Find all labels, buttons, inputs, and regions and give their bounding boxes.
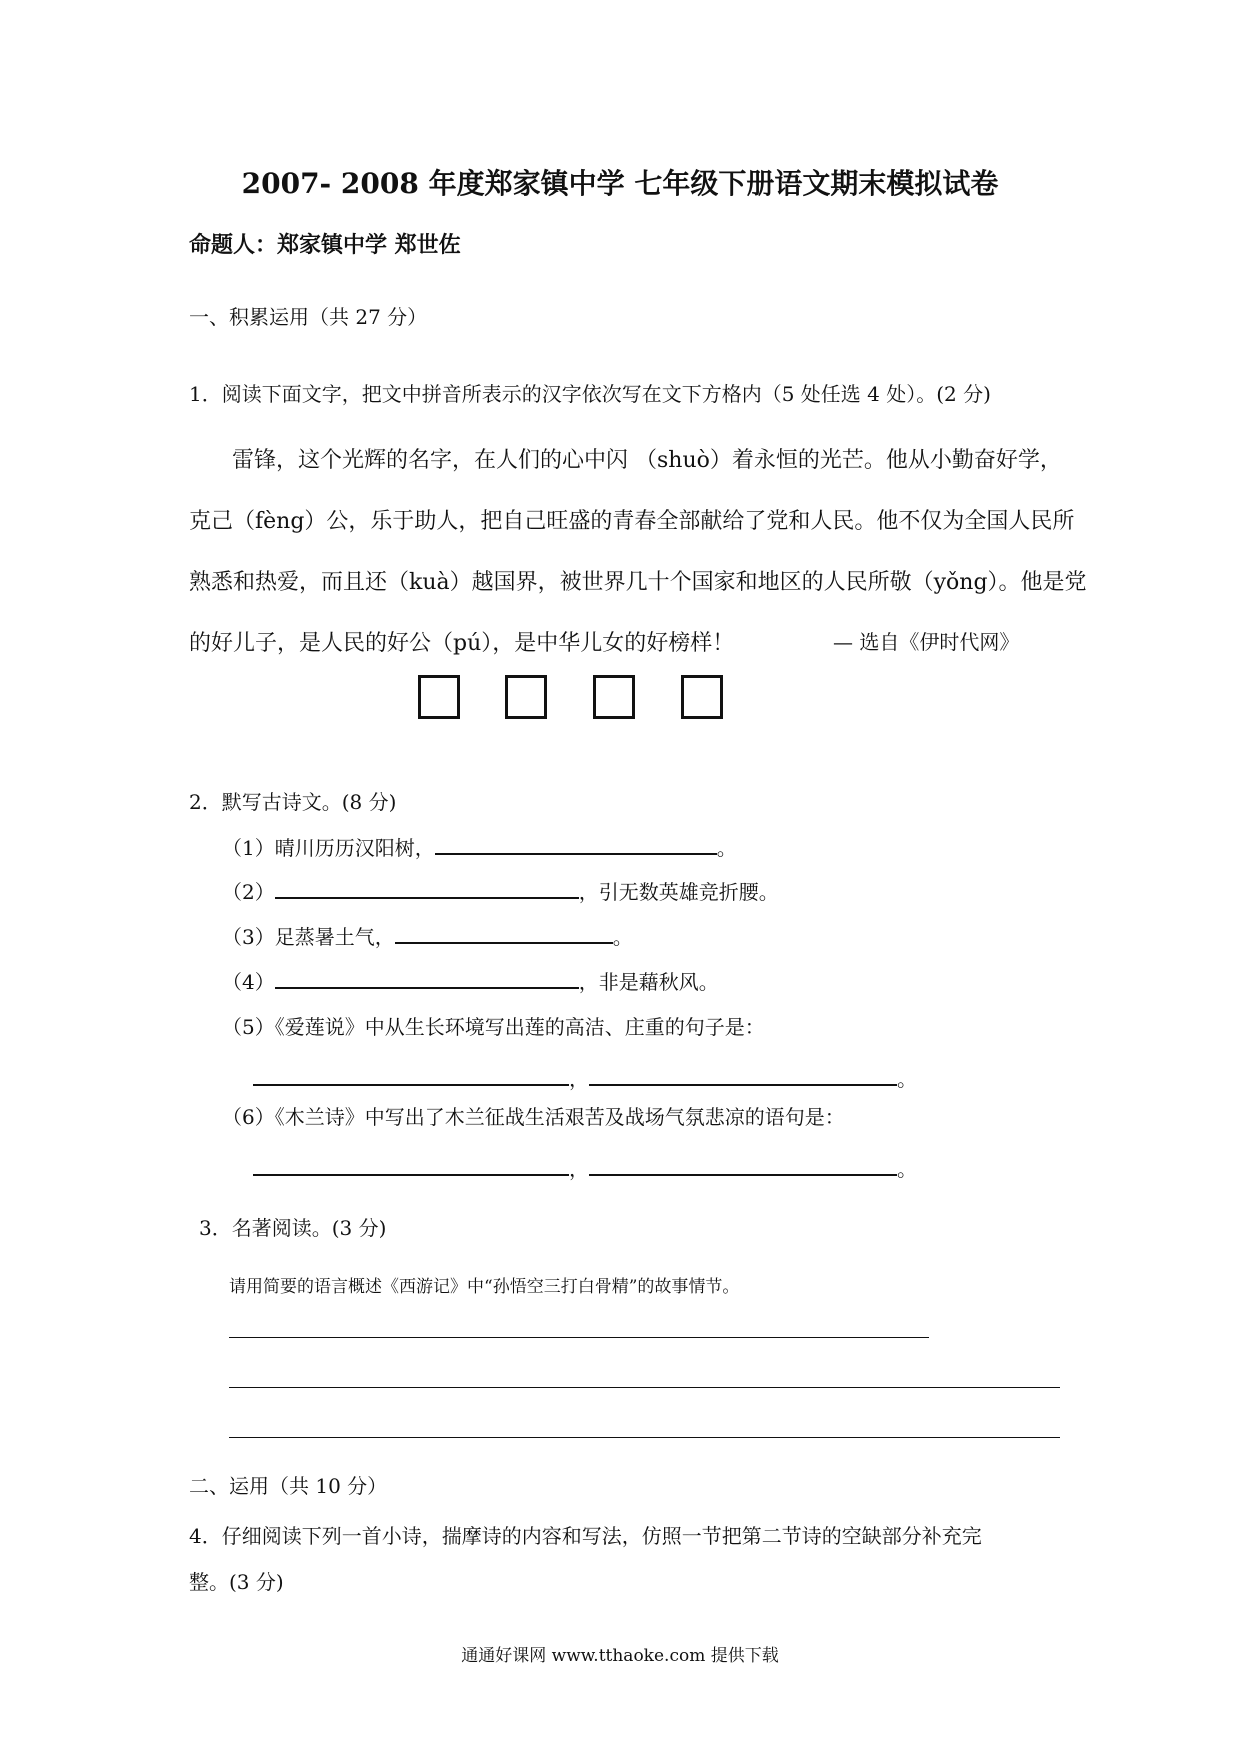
- q2-item-4-after: ，非是藉秋风。: [578, 970, 719, 994]
- q3-answer-line-2[interactable]: [229, 1387, 1060, 1388]
- q2-item-1: [222, 832, 737, 861]
- q2-item-6-blank-a[interactable]: [253, 1173, 569, 1176]
- page-footer: 通通好课网 www.tthaoke.com 提供下载: [461, 1646, 779, 1666]
- q2-item-4: [222, 966, 719, 995]
- exam-title: 2007- 2008 年度郑家镇中学 七年级下册语文期末模拟试卷: [241, 167, 999, 200]
- q2-item-3-num: （3）: [222, 925, 275, 949]
- q2-item-2-num: （2）: [222, 880, 275, 904]
- question-3-prompt: 3．名著阅读。(3 分): [199, 1216, 387, 1240]
- q2-item-2: [222, 876, 779, 905]
- q1-passage-line-4: 的好儿子，是人民的好公（pú），是中华儿女的好榜样！: [189, 631, 735, 656]
- q2-item-6-blank-b[interactable]: [589, 1173, 897, 1176]
- q2-item-3: [222, 921, 633, 950]
- q1-passage-line-2: 克己（fèng）公，乐于助人，把自己旺盛的青春全部献给了党和人民。他不仅为全国人民所: [189, 509, 1075, 534]
- section-2-heading: 二、运用（共 10 分）: [189, 1474, 388, 1498]
- q2-item-5: （5）《爱莲说》中从生长环境写出莲的高洁、庄重的句子是：: [222, 1015, 765, 1039]
- q2-item-4-num: （4）: [222, 970, 275, 994]
- q2-item-4-blank[interactable]: [275, 986, 579, 989]
- answer-box-4[interactable]: [681, 675, 723, 719]
- q2-item-1-after: 。: [716, 836, 737, 860]
- q2-item-5-period: 。: [897, 1067, 917, 1091]
- q1-passage-line-3: 熟悉和热爱，而且还（kuà）越国界，被世界几十个国家和地区的人民所敬（yǒng）。他是党: [189, 570, 1087, 595]
- q3-answer-line-1[interactable]: [229, 1337, 929, 1338]
- q2-item-1-blank[interactable]: [435, 852, 717, 855]
- q1-passage-line-1: 雷锋，这个光辉的名字，在人们的心中闪 （shuò）着永恒的光芒。他从小勤奋好学，: [232, 448, 1062, 473]
- question-4-line-1: 4．仔细阅读下列一首小诗，揣摩诗的内容和写法，仿照一节把第二节诗的空缺部分补充完: [189, 1524, 982, 1548]
- q3-answer-line-3[interactable]: [229, 1437, 1060, 1438]
- q2-item-3-blank[interactable]: [395, 941, 613, 944]
- q2-item-3-after: 。: [612, 925, 633, 949]
- section-1-heading: 一、积累运用（共 27 分）: [189, 305, 428, 329]
- q2-item-5-blank-b[interactable]: [589, 1083, 897, 1086]
- q2-item-5-answer: [253, 1063, 917, 1092]
- q2-item-6-answer: [253, 1153, 917, 1182]
- answer-box-2[interactable]: [505, 675, 547, 719]
- q2-item-6-period: 。: [897, 1157, 917, 1181]
- q2-item-5-comma: ，: [569, 1067, 589, 1091]
- q3-instruction: 请用简要的语言概述《西游记》中“孙悟空三打白骨精”的故事情节。: [229, 1277, 740, 1297]
- q2-item-6: （6）《木兰诗》中写出了木兰征战生活艰苦及战场气氛悲凉的语句是：: [222, 1105, 845, 1129]
- q2-item-1-num: （1）: [222, 836, 275, 860]
- question-2-prompt: 2．默写古诗文。(8 分): [189, 790, 397, 814]
- q2-item-5-blank-a[interactable]: [253, 1083, 569, 1086]
- answer-box-1[interactable]: [418, 675, 460, 719]
- question-4-line-2: 整。(3 分): [189, 1570, 284, 1594]
- q2-item-6-comma: ，: [569, 1157, 589, 1181]
- q2-item-3-before: 足蒸暑土气，: [274, 925, 395, 949]
- q2-item-1-before: 晴川历历汉阳树，: [274, 836, 435, 860]
- answer-box-3[interactable]: [593, 675, 635, 719]
- q1-source: — 选自《伊时代网》: [833, 630, 1020, 654]
- q2-item-2-after: ，引无数英雄竞折腰。: [578, 880, 779, 904]
- question-1-prompt: 1．阅读下面文字，把文中拼音所表示的汉字依次写在文下方格内（5 处任选 4 处）。(2 分): [189, 382, 991, 406]
- exam-author: 命题人：郑家镇中学 郑世佐: [189, 232, 461, 258]
- q2-item-2-blank[interactable]: [275, 896, 579, 899]
